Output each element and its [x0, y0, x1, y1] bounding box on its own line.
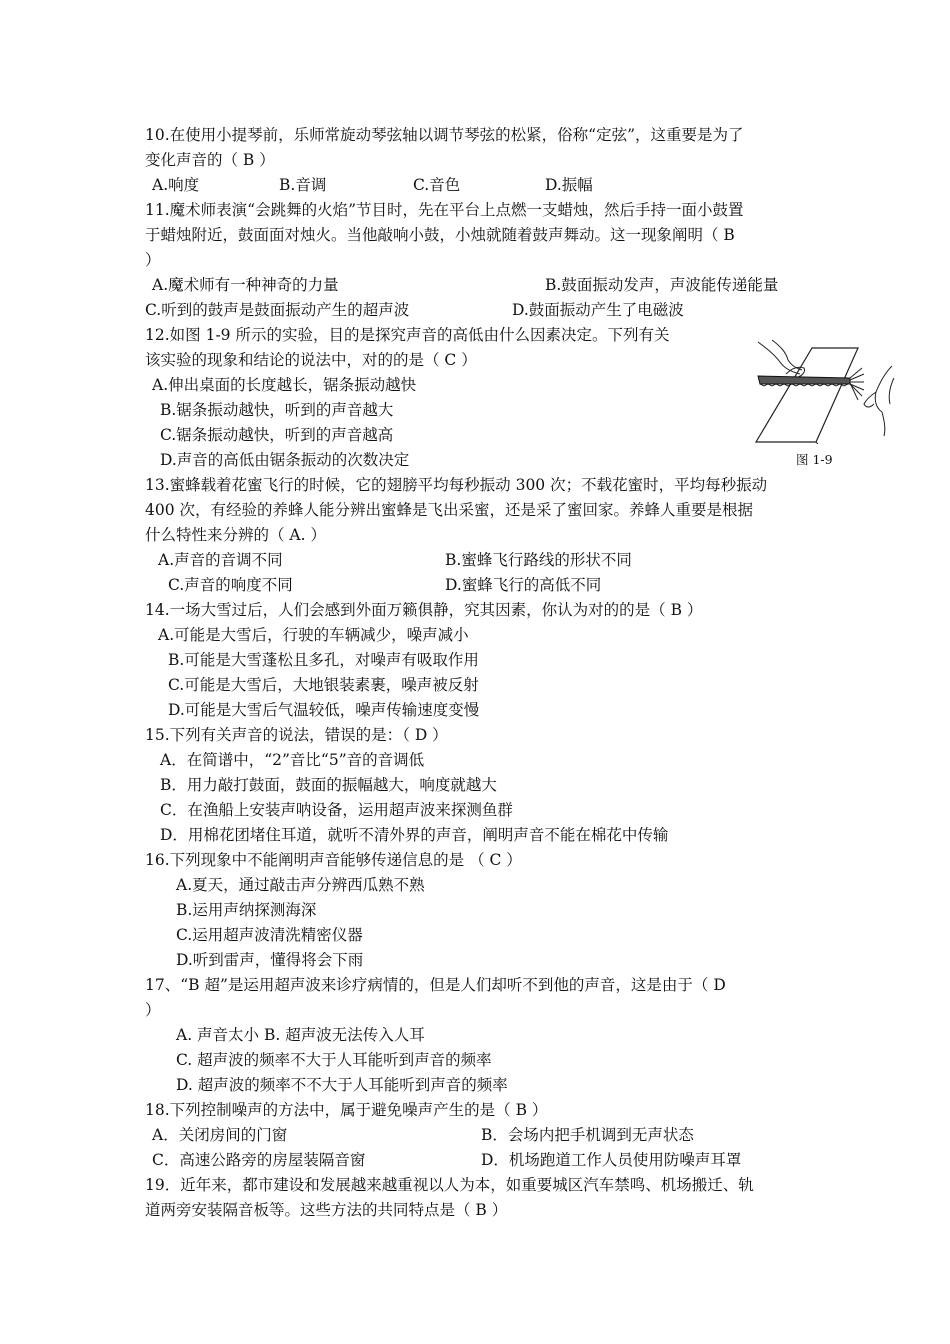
q12-option-d: D.声音的高低由锯条振动的次数决定: [160, 451, 410, 469]
q11-option-a: A.魔术师有一种神奇的力量: [152, 276, 339, 294]
q10-stem-line1: 10.在使用小提琴前，乐师常旋动琴弦轴以调节琴弦的松紧，俗称“定弦”，这重要是为了: [145, 126, 744, 144]
q11-stem-line3: ）: [145, 251, 161, 269]
q17-stem-line1: 17、“B 超”是运用超声波来诊疗病情的，但是人们却听不到他的声音，这是由于（ D: [145, 976, 726, 994]
q15-option-c: C．在渔船上安装声呐设备，运用超声波来探测鱼群: [160, 801, 513, 819]
q11-option-b: B.鼓面振动发声，声波能传递能量: [545, 276, 779, 294]
q12-option-c: C.锯条振动越快，听到的声音越高: [160, 426, 394, 444]
q14-option-c: C.可能是大雪后，大地银装素裹，噪声被反射: [168, 676, 479, 694]
q13-option-b: B.蜜蜂飞行路线的形状不同: [445, 551, 632, 569]
q13-stem-line3: 什么特性来分辨的（ A. ）: [145, 526, 326, 544]
q11-stem-line1: 11.魔术师表演“会跳舞的火焰”节目时，先在平台上点燃一支蜡烛，然后手持一面小鼓置: [145, 201, 744, 219]
q14-option-a: A.可能是大雪后，行驶的车辆减少，噪声减小: [158, 626, 469, 644]
q11-option-c: C.听到的鼓声是鼓面振动产生的超声波: [145, 301, 410, 319]
q15-option-b: B．用力敲打鼓面，鼓面的振幅越大，响度就越大: [160, 776, 497, 794]
figure-caption: 图 1-9: [796, 452, 833, 467]
q16-option-c: C.运用超声波清洗精密仪器: [176, 926, 363, 944]
q11-option-d: D.鼓面振动产生了电磁波: [512, 301, 684, 319]
q14-stem: 14.一场大雪过后，人们会感到外面万籁俱静，究其因素，你认为对的的是（ B ）: [145, 601, 703, 619]
q15-option-a: A．在简谱中，“2”音比“5”音的音调低: [160, 751, 425, 769]
q12-option-b: B.锯条振动越快，听到的声音越大: [160, 401, 394, 419]
q13-option-d: D.蜜蜂飞行的高低不同: [445, 576, 602, 594]
q15-stem: 15.下列有关声音的说法，错误的是：（ D ）: [145, 726, 448, 744]
q17-stem-line2: ）: [145, 1001, 161, 1019]
q10-option-b: B.音调: [279, 176, 327, 194]
q16-stem: 16.下列现象中不能阐明声音能够传递信息的是 （ C ）: [145, 851, 522, 869]
q14-option-b: B.可能是大雪蓬松且多孔，对噪声有吸取作用: [168, 651, 479, 669]
q17-option-d: D. 超声波的频率不不大于人耳能听到声音的频率: [176, 1076, 508, 1094]
q13-stem-line1: 13.蜜蜂载着花蜜飞行的时候，它的翅膀平均每秒振动 300 次；不载花蜜时，平均每秒振动: [145, 476, 768, 494]
q12-option-a: A.伸出桌面的长度越长，锯条振动越快: [152, 376, 417, 394]
q18-option-b: B．会场内把手机调到无声状态: [481, 1126, 694, 1144]
q19-stem-line2: 道两旁安装隔音板等。这些方法的共同特点是（ B ）: [145, 1201, 508, 1219]
q13-option-c: C.声音的响度不同: [168, 576, 293, 594]
q11-stem-line2: 于蜡烛附近，鼓面面对烛火。当他敲响小鼓，小烛就随着鼓声舞动。这一现象阐明（ B: [145, 226, 735, 244]
q10-option-a: A.响度: [152, 176, 200, 194]
q17-option-ab: A. 声音太小 B. 超声波无法传入人耳: [176, 1026, 425, 1044]
q18-stem: 18.下列控制噪声的方法中，属于避免噪声产生的是（ B ）: [145, 1101, 548, 1119]
saw-blade-figure: [752, 338, 896, 444]
q18-option-a: A．关闭房间的门窗: [152, 1126, 288, 1144]
q17-option-c: C. 超声波的频率不大于人耳能听到声音的频率: [176, 1051, 492, 1069]
q16-option-d: D.听到雷声，懂得将会下雨: [176, 951, 364, 969]
q10-stem-line2: 变化声音的（ B ）: [145, 151, 275, 169]
q14-option-d: D.可能是大雪后气温较低，噪声传输速度变慢: [168, 701, 480, 719]
q13-stem-line2: 400 次，有经验的养蜂人能分辨出蜜蜂是飞出采蜜，还是采了蜜回家。养蜂人重要是根据: [145, 501, 754, 519]
q18-option-d: D．机场跑道工作人员使用防噪声耳罩: [481, 1151, 742, 1169]
q12-stem-line2: 该实验的现象和结论的说法中，对的的是（ C ）: [145, 351, 477, 369]
q12-stem-line1: 12.如图 1-9 所示的实验，目的是探究声音的高低由什么因素决定。下列有关: [145, 326, 670, 344]
q15-option-d: D．用棉花团堵住耳道，就听不清外界的声音，阐明声音不能在棉花中传输: [160, 826, 669, 844]
q16-option-b: B.运用声纳探测海深: [176, 901, 317, 919]
q10-option-d: D.振幅: [545, 176, 593, 194]
q18-option-c: C．高速公路旁的房屋装隔音窗: [152, 1151, 366, 1169]
q10-option-c: C.音色: [413, 176, 461, 194]
q13-option-a: A.声音的音调不同: [158, 551, 283, 569]
q19-stem-line1: 19．近年来，都市建设和发展越来越重视以人为本，如重要城区汽车禁鸣、机场搬迁、轨: [145, 1176, 754, 1194]
q16-option-a: A.夏天，通过敲击声分辨西瓜熟不熟: [176, 876, 425, 894]
